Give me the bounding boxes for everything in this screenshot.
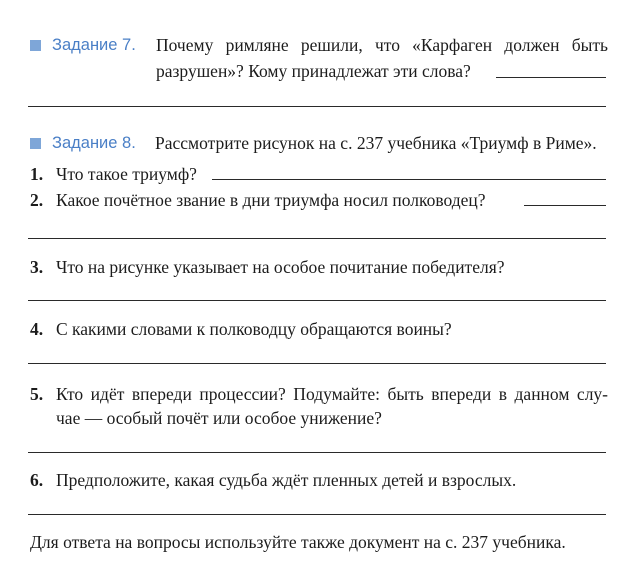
task-7-answer-line-full[interactable]: [28, 106, 606, 107]
question-5-text-line-1: Кто идёт впереди процессии? Подумайте: быть впереди в данном слу-: [56, 384, 608, 404]
question-2-answer-line-full[interactable]: [28, 238, 606, 239]
question-2-answer-line-inline[interactable]: [524, 205, 606, 206]
task-7-answer-line-inline[interactable]: [496, 77, 606, 78]
question-6-text: Предположите, какая судьба ждёт пленных детей и взрослых.: [56, 470, 517, 490]
question-1-answer-line[interactable]: [212, 179, 606, 180]
question-5-answer-line[interactable]: [28, 452, 606, 453]
task-8-label: Задание 8.: [52, 134, 136, 152]
question-6-answer-line[interactable]: [28, 514, 606, 515]
question-3-answer-line[interactable]: [28, 300, 606, 301]
question-1-number: 1.: [30, 164, 44, 184]
task-7-question-line-1: Почему римляне решили, что «Карфаген должен быть: [156, 35, 608, 55]
question-6-number: 6.: [30, 470, 44, 490]
task-7-label: Задание 7.: [52, 36, 136, 54]
question-4-number: 4.: [30, 319, 44, 339]
task-8-intro: Рассмотрите рисунок на с. 237 учебника «Триумф в Риме».: [155, 133, 597, 153]
question-4-text: С какими словами к полководцу обращаются воины?: [56, 319, 452, 339]
question-5-number: 5.: [30, 384, 44, 404]
question-1-text: Что такое триумф?: [56, 164, 197, 184]
task-7-marker-square: [30, 40, 41, 51]
task-8-marker-square: [30, 138, 41, 149]
task-7-question-line-2: разрушен»? Кому принадлежат эти слова?: [156, 61, 471, 81]
question-3-text: Что на рисунке указывает на особое почитание победителя?: [56, 257, 505, 277]
question-2-text: Какое почётное звание в дни триумфа носил полководец?: [56, 190, 486, 210]
question-4-answer-line[interactable]: [28, 363, 606, 364]
footer-note: Для ответа на вопросы используйте также документ на с. 237 учебника.: [30, 532, 566, 552]
question-5-text-line-2: чае — особый почёт или особое унижение?: [56, 408, 382, 428]
question-2-number: 2.: [30, 190, 44, 210]
question-3-number: 3.: [30, 257, 44, 277]
